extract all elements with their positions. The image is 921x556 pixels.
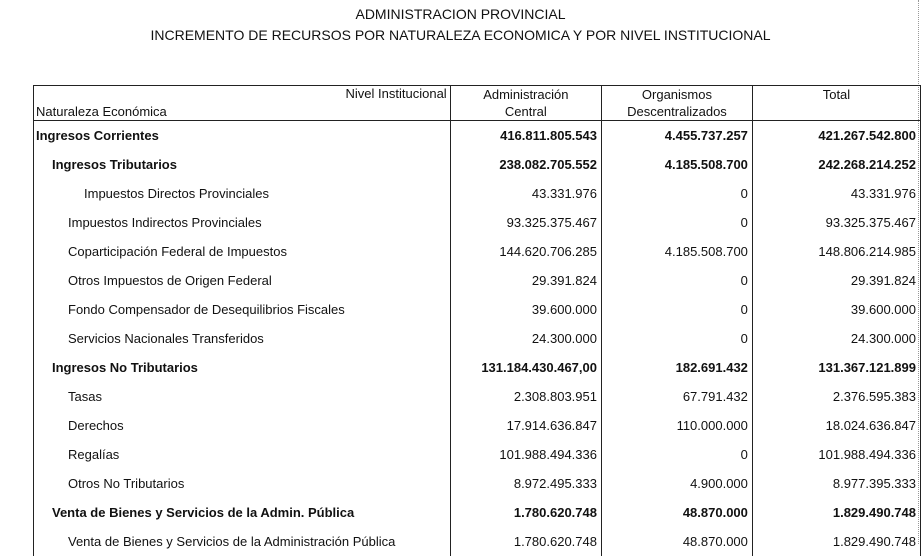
table-row: [34, 121, 921, 151]
row-label: Tasas: [34, 382, 451, 411]
header-organismos-line2: Descentralizados: [627, 104, 727, 119]
row-label: Impuestos Directos Provinciales: [34, 179, 451, 208]
resources-table: [33, 85, 921, 556]
cell-admin-central: 93.325.375.467: [450, 208, 601, 237]
cell-organismos: 4.185.508.700: [601, 237, 752, 266]
cell-organismos: 0: [601, 295, 752, 324]
header-admin-central-line1: Administración: [483, 87, 569, 102]
header-organismos-line1: Organismos: [641, 87, 712, 102]
table-row: [34, 150, 921, 179]
document-subtitle: INCREMENTO DE RECURSOS POR NATURALEZA ECONOMICA Y POR NIVEL INSTITUCIONAL: [150, 27, 771, 43]
header-nivel-institucional: Nivel Institucional: [345, 86, 447, 101]
cell-organismos: 4.455.737.257: [601, 121, 752, 151]
header-naturaleza-economica: Naturaleza Económica: [36, 104, 167, 119]
cell-total: 43.331.976: [752, 179, 920, 208]
row-label: Regalías: [34, 440, 451, 469]
cell-total: 29.391.824: [752, 266, 920, 295]
header-label-cell: [34, 86, 451, 121]
cell-organismos: 182.691.432: [601, 353, 752, 382]
row-label: Otros Impuestos de Origen Federal: [34, 266, 451, 295]
cell-admin-central: 416.811.805.543: [450, 121, 601, 151]
cell-organismos: 4.185.508.700: [601, 150, 752, 179]
table-row: [34, 266, 921, 295]
cell-total: 24.300.000: [752, 324, 920, 353]
cell-total: 242.268.214.252: [752, 150, 920, 179]
cell-total: 93.325.375.467: [752, 208, 920, 237]
cell-total: 1.829.490.748: [752, 498, 920, 527]
row-label: Impuestos Indirectos Provinciales: [34, 208, 451, 237]
cell-admin-central: 29.391.824: [450, 266, 601, 295]
table-row: [34, 440, 921, 469]
header-admin-central: [450, 86, 601, 121]
cell-organismos: 48.870.000: [601, 498, 752, 527]
table-row: [34, 208, 921, 237]
cell-total: 1.829.490.748: [752, 527, 920, 556]
cell-total: 421.267.542.800: [752, 121, 920, 151]
header-organismos: [601, 86, 752, 121]
cell-admin-central: 43.331.976: [450, 179, 601, 208]
table-row: [34, 527, 921, 556]
document-title: ADMINISTRACION PROVINCIAL: [355, 6, 566, 22]
header-total-label: Total: [822, 87, 851, 102]
cell-admin-central: 101.988.494.336: [450, 440, 601, 469]
cell-total: 18.024.636.847: [752, 411, 920, 440]
cell-admin-central: 2.308.803.951: [450, 382, 601, 411]
cell-admin-central: 24.300.000: [450, 324, 601, 353]
cell-admin-central: 1.780.620.748: [450, 527, 601, 556]
cell-organismos: 0: [601, 208, 752, 237]
row-label: Ingresos Corrientes: [34, 121, 451, 151]
header-admin-central-line2: Central: [504, 104, 547, 119]
cell-total: 101.988.494.336: [752, 440, 920, 469]
row-label: Venta de Bienes y Servicios de la Administración Pública: [34, 527, 451, 556]
cell-organismos: 110.000.000: [601, 411, 752, 440]
cell-total: 2.376.595.383: [752, 382, 920, 411]
header-total: [752, 86, 920, 121]
table-row: [34, 295, 921, 324]
row-label: Venta de Bienes y Servicios de la Admin. Pública: [34, 498, 451, 527]
cell-admin-central: 39.600.000: [450, 295, 601, 324]
row-label: Ingresos Tributarios: [34, 150, 451, 179]
table-row: [34, 324, 921, 353]
table-row: [34, 469, 921, 498]
cell-total: 8.977.395.333: [752, 469, 920, 498]
cell-total: 39.600.000: [752, 295, 920, 324]
table-row: [34, 237, 921, 266]
cell-total: 148.806.214.985: [752, 237, 920, 266]
cell-organismos: 0: [601, 324, 752, 353]
cell-organismos: 4.900.000: [601, 469, 752, 498]
table-row: [34, 498, 921, 527]
table-row: [34, 353, 921, 382]
cell-organismos: 0: [601, 179, 752, 208]
row-label: Ingresos No Tributarios: [34, 353, 451, 382]
table-header-row: [34, 86, 921, 121]
row-label: Otros No Tributarios: [34, 469, 451, 498]
row-label: Derechos: [34, 411, 451, 440]
table-row: [34, 411, 921, 440]
cell-admin-central: 238.082.705.552: [450, 150, 601, 179]
cell-admin-central: 131.184.430.467,00: [450, 353, 601, 382]
table-row: [34, 179, 921, 208]
cell-admin-central: 1.780.620.748: [450, 498, 601, 527]
cell-admin-central: 144.620.706.285: [450, 237, 601, 266]
row-label: Fondo Compensador de Desequilibrios Fiscales: [34, 295, 451, 324]
cell-admin-central: 8.972.495.333: [450, 469, 601, 498]
row-label: Coparticipación Federal de Impuestos: [34, 237, 451, 266]
table-row: [34, 382, 921, 411]
cell-organismos: 0: [601, 440, 752, 469]
cell-admin-central: 17.914.636.847: [450, 411, 601, 440]
row-label: Servicios Nacionales Transferidos: [34, 324, 451, 353]
cell-organismos: 48.870.000: [601, 527, 752, 556]
cell-total: 131.367.121.899: [752, 353, 920, 382]
cell-organismos: 0: [601, 266, 752, 295]
cell-organismos: 67.791.432: [601, 382, 752, 411]
